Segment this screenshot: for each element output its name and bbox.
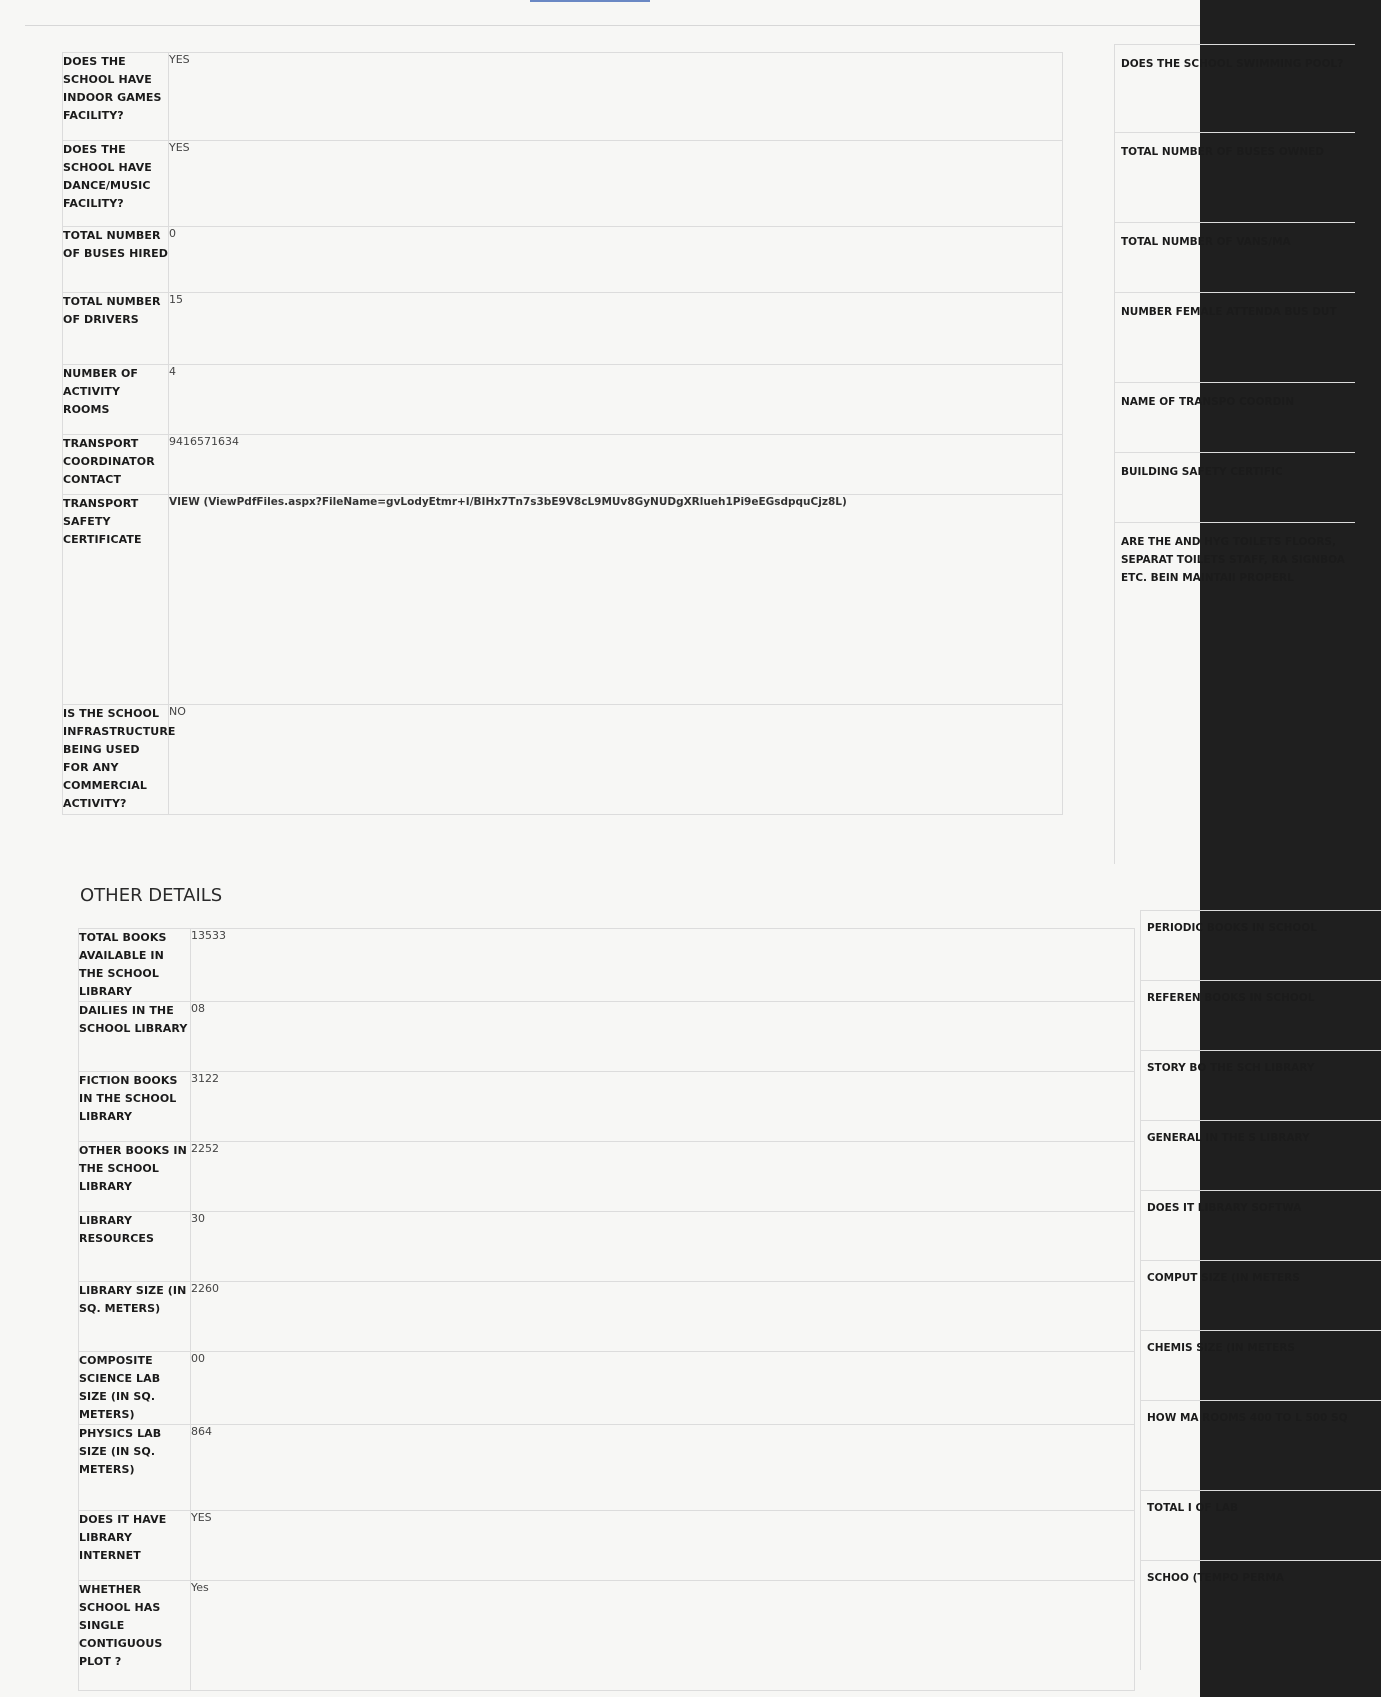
table-row — [63, 365, 1063, 435]
row-label: DOES THE SCHOOL HAVE INDOOR GAMES FACILITY? — [63, 53, 169, 141]
row-label: LIBRARY SIZE (IN SQ. METERS) — [79, 1282, 191, 1352]
row-label: COMPOSITE SCIENCE LAB SIZE (IN SQ. METERS) — [79, 1352, 191, 1425]
row-value: 9416571634 — [169, 435, 1063, 495]
row-value: 08 — [191, 1002, 1135, 1072]
right-label: STORY BO THE SCH LIBRARY — [1141, 1050, 1381, 1083]
table-row — [79, 1511, 1135, 1581]
row-label: TOTAL BOOKS AVAILABLE IN THE SCHOOL LIBRARY — [79, 929, 191, 1002]
row-value: NO — [169, 705, 1063, 815]
right-label: DOES THE SCHOOL SWIMMING POOL? — [1115, 44, 1355, 79]
row-value: 13533 — [191, 929, 1135, 1002]
top-accent-line — [530, 0, 650, 2]
row-label: OTHER BOOKS IN THE SCHOOL LIBRARY — [79, 1142, 191, 1212]
row-label: WHETHER SCHOOL HAS SINGLE CONTIGUOUS PLOT ? — [79, 1581, 191, 1691]
table-row — [63, 705, 1063, 815]
table-row — [63, 435, 1063, 495]
table-row — [79, 1581, 1135, 1691]
row-value: YES — [169, 53, 1063, 141]
row-label: TOTAL NUMBER OF DRIVERS — [63, 293, 169, 365]
row-value: YES — [191, 1511, 1135, 1581]
right-label: REFEREN BOOKS IN SCHOOL — [1141, 980, 1381, 1013]
right-label: BUILDING SAFETY CERTIFIC — [1115, 452, 1355, 487]
table-row — [79, 1425, 1135, 1511]
row-label: TRANSPORT SAFETY CERTIFICATE — [63, 495, 169, 705]
row-value: 00 — [191, 1352, 1135, 1425]
top-bar — [0, 0, 1200, 26]
table-row — [79, 1142, 1135, 1212]
table-row — [79, 1072, 1135, 1142]
table-row — [79, 929, 1135, 1002]
row-value: 2252 — [191, 1142, 1135, 1212]
row-value: 864 — [191, 1425, 1135, 1511]
right-label: TOTAL NUMBER OF BUSES OWNED — [1115, 132, 1355, 167]
table-row — [63, 53, 1063, 141]
table-row — [79, 1352, 1135, 1425]
row-label: IS THE SCHOOL INFRASTRUCTURE BEING USED FOR ANY COMMERCIAL ACTIVITY? — [63, 705, 169, 815]
transport-certificate-link[interactable]: VIEW (ViewPdfFiles.aspx?FileName=gvLodyEtmr+I/BIHx7Tn7s3bE9V8cL9MUv8GyNUDgXRlueh1Pi9eEGsdpquCjz8L) — [169, 495, 1063, 705]
table-row — [63, 293, 1063, 365]
right-label: GENERAL IN THE S LIBRARY — [1141, 1120, 1381, 1153]
row-value: 4 — [169, 365, 1063, 435]
row-label: DOES THE SCHOOL HAVE DANCE/MUSIC FACILITY? — [63, 141, 169, 227]
right-label: NUMBER FEMALE ATTENDA BUS DUT — [1115, 292, 1355, 327]
table-row — [63, 495, 1063, 705]
top-rule — [25, 25, 1200, 26]
table-row — [63, 141, 1063, 227]
row-value: YES — [169, 141, 1063, 227]
other-details-table — [78, 928, 1135, 1691]
right-label: TOTAL I OF LAB — [1141, 1490, 1381, 1523]
right-label: COMPUT SIZE (IN METERS — [1141, 1260, 1381, 1293]
row-value: 2260 — [191, 1282, 1135, 1352]
row-value: Yes — [191, 1581, 1135, 1691]
right-label: NAME OF TRANSPO COORDIN — [1115, 382, 1355, 417]
table-row — [63, 227, 1063, 293]
infrastructure-right-column — [1114, 44, 1345, 864]
row-value: 30 — [191, 1212, 1135, 1282]
right-label: HOW MA ROOMS 400 TO L 500 SQ — [1141, 1400, 1381, 1433]
table-row — [79, 1282, 1135, 1352]
right-label: DOES IT LIBRARY SOFTWA — [1141, 1190, 1381, 1223]
other-details-right-column — [1140, 910, 1348, 1670]
row-label: FICTION BOOKS IN THE SCHOOL LIBRARY — [79, 1072, 191, 1142]
right-label: SCHOO (TEMPO PERMA — [1141, 1560, 1381, 1593]
right-label: PERIODIC BOOKS IN SCHOOL — [1141, 910, 1381, 943]
row-label: TOTAL NUMBER OF BUSES HIRED — [63, 227, 169, 293]
right-label: ARE THE AND HYG TOILETS FLOORS, SEPARAT TOILETS STAFF, RA SIGNBOA ETC. BEIN MAINTAII PROPERL — [1115, 522, 1355, 593]
table-row — [79, 1212, 1135, 1282]
table-row — [79, 1002, 1135, 1072]
right-label: TOTAL NUMBER OF VANS/MA — [1115, 222, 1355, 257]
row-value: 3122 — [191, 1072, 1135, 1142]
row-value: 0 — [169, 227, 1063, 293]
row-label: DAILIES IN THE SCHOOL LIBRARY — [79, 1002, 191, 1072]
section-title: OTHER DETAILS — [80, 885, 223, 906]
row-value: 15 — [169, 293, 1063, 365]
infrastructure-table — [62, 52, 1063, 815]
row-label: PHYSICS LAB SIZE (IN SQ. METERS) — [79, 1425, 191, 1511]
row-label: DOES IT HAVE LIBRARY INTERNET — [79, 1511, 191, 1581]
row-label: TRANSPORT COORDINATOR CONTACT — [63, 435, 169, 495]
right-label: CHEMIS SIZE (IN METERS — [1141, 1330, 1381, 1363]
row-label: NUMBER OF ACTIVITY ROOMS — [63, 365, 169, 435]
row-label: LIBRARY RESOURCES — [79, 1212, 191, 1282]
